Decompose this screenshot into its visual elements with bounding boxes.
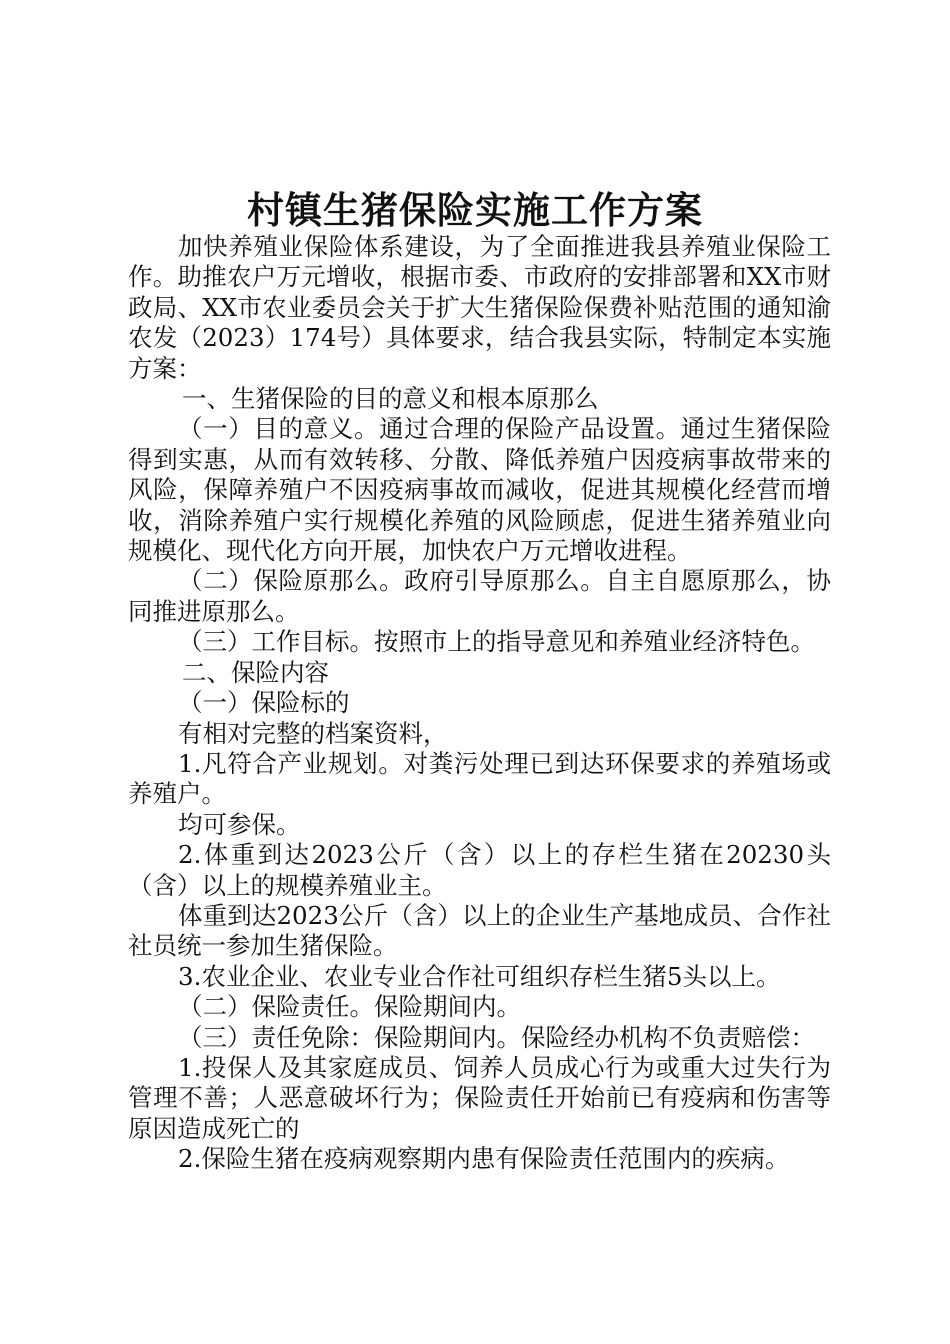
paragraph-goals: （三）工作目标。按照市上的指导意见和养殖业经济特色。	[178, 627, 815, 657]
paragraph-archive: 有相对完整的档案资料，	[178, 718, 448, 748]
paragraph-purpose: （一）目的意义。通过合理的保险产品设置。通过生猪保险得到实惠，从而有效转移、分散、降低养殖户因疫病事故带来的风险，保障养殖户不因疫病事故而减收，促进其规模化经营而增收，消除养殖户实行规模化养殖的风险顾虑，促进生猪养殖业向规模化、现代化方向开展，加快农户万元增收进程。	[128, 414, 831, 566]
paragraph-liability: （二）保险责任。保险期间内。	[178, 992, 521, 1022]
paragraph-principles: （二）保险原那么。政府引导原那么。自主自愿原那么，协同推进原那么。	[128, 566, 831, 626]
exclusion-item-1: 1.投保人及其家庭成员、饲养人员成心行为或重大过失行为管理不善；人恶意破坏行为；保险责任开始前已有疫病和伤害等原因造成死亡的	[128, 1052, 831, 1143]
section-heading-2: 二、保险内容	[182, 657, 329, 687]
list-item-2: 2.体重到达2023公斤（含）以上的存栏生猪在20230头（含）以上的规模养殖业主。	[128, 840, 831, 900]
exclusion-item-2: 2.保险生猪在疫病观察期内患有保险责任范围内的疾病。	[178, 1144, 790, 1174]
section-heading-1: 一、生猪保险的目的意义和根本原那么	[182, 384, 599, 414]
document-title: 村镇生猪保险实施工作方案	[247, 188, 703, 232]
list-item-3: 3.农业企业、农业专业合作社可组织存栏生猪5头以上。	[178, 961, 781, 991]
paragraph-exclusions: （三）责任免除：保险期间内。保险经办机构不负责赔偿：	[178, 1022, 815, 1052]
list-item-1: 1.凡符合产业规划。对粪污处理已到达环保要求的养殖场或养殖户。	[128, 748, 831, 809]
document-body	[128, 232, 831, 1175]
intro-paragraph: 加快养殖业保险体系建设，为了全面推进我县养殖业保险工作。助推农户万元增收，根据市委、市政府的安排部署和XX市财政局、XX市农业委员会关于扩大生猪保险保费补贴范围的通知渝农发（2023）174号）具体要求，结合我县实际，特制定本实施方案：	[128, 232, 831, 383]
subheading-insured-subject: （一）保险标的	[178, 688, 350, 718]
paragraph-members: 体重到达2023公斤（含）以上的企业生产基地成员、合作社社员统一参加生猪保险。	[128, 900, 831, 961]
paragraph-eligible: 均可参保。	[178, 809, 301, 839]
